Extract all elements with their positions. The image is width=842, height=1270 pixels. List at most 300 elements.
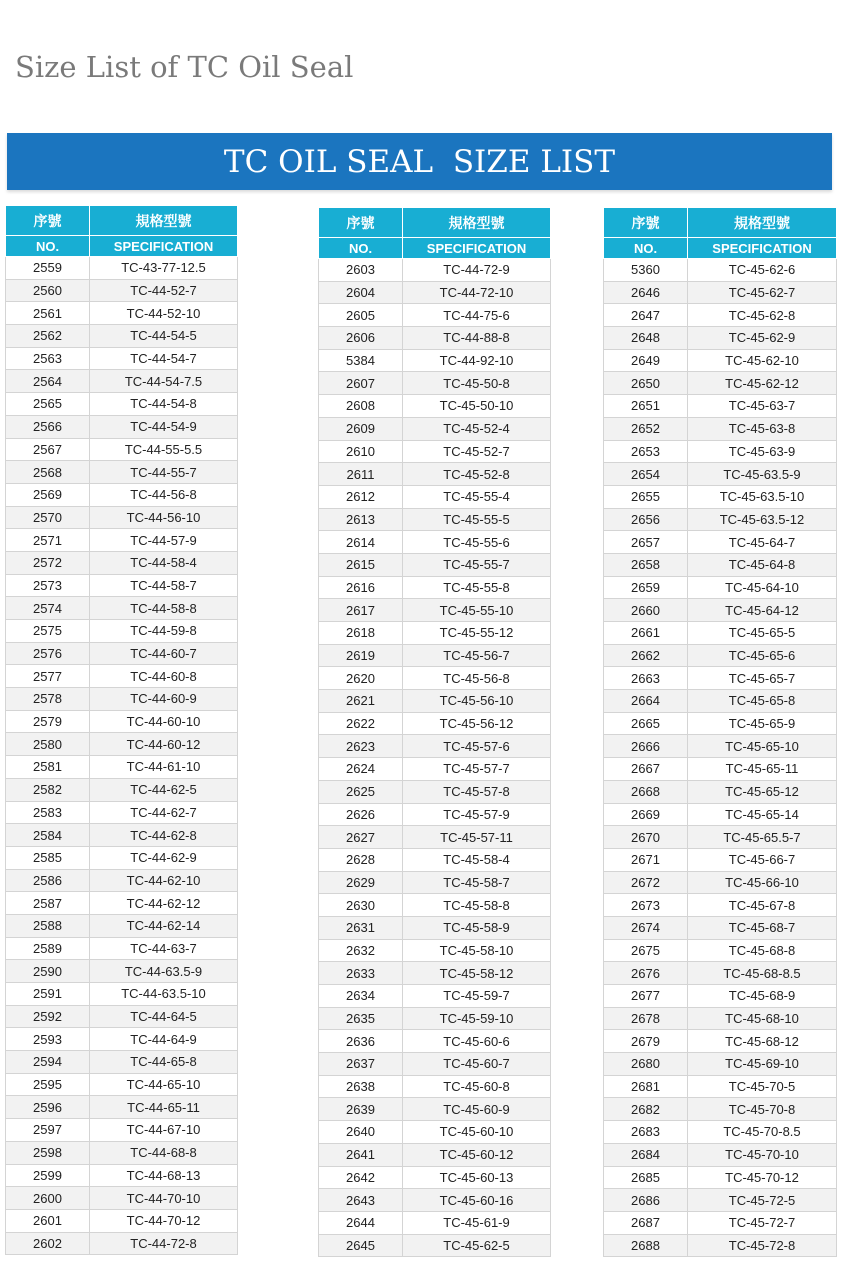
- page-title: Size List of TC Oil Seal: [15, 50, 354, 84]
- table-row: [6, 1051, 238, 1074]
- row-number: 2598: [6, 1141, 90, 1164]
- row-number: 2655: [604, 485, 688, 508]
- col-no-cn-header: 序號: [6, 206, 90, 236]
- row-specification: TC-44-60-12: [90, 733, 238, 756]
- col-no-en-header: NO.: [6, 236, 90, 257]
- row-number: 5360: [604, 259, 688, 282]
- table-row: [319, 962, 551, 985]
- table-row: [319, 599, 551, 622]
- table-row: [604, 1234, 837, 1257]
- table-row: [319, 259, 551, 282]
- row-specification: TC-45-66-10: [688, 871, 837, 894]
- row-number: 2666: [604, 735, 688, 758]
- row-number: 2565: [6, 393, 90, 416]
- row-number: 2640: [319, 1121, 403, 1144]
- row-number: 2604: [319, 281, 403, 304]
- row-number: 2634: [319, 985, 403, 1008]
- row-number: 2680: [604, 1053, 688, 1076]
- row-specification: TC-45-62-5: [403, 1234, 551, 1257]
- row-specification: TC-44-60-7: [90, 642, 238, 665]
- row-specification: TC-44-60-8: [90, 665, 238, 688]
- row-number: 2637: [319, 1053, 403, 1076]
- row-specification: TC-45-58-4: [403, 848, 551, 871]
- row-specification: TC-45-50-10: [403, 395, 551, 418]
- row-number: 2667: [604, 758, 688, 781]
- row-number: 2641: [319, 1143, 403, 1166]
- row-specification: TC-44-62-10: [90, 869, 238, 892]
- row-specification: TC-45-56-12: [403, 712, 551, 735]
- row-number: 2659: [604, 576, 688, 599]
- row-specification: TC-44-65-10: [90, 1073, 238, 1096]
- table-row: [319, 712, 551, 735]
- table-row: [6, 1187, 238, 1210]
- row-number: 2584: [6, 824, 90, 847]
- row-specification: TC-44-60-9: [90, 688, 238, 711]
- row-specification: TC-45-62-8: [688, 304, 837, 327]
- size-table-2: [318, 207, 551, 1257]
- row-number: 2561: [6, 302, 90, 325]
- banner-title: TC OIL SEAL SIZE LIST: [223, 143, 616, 180]
- row-specification: TC-44-58-7: [90, 574, 238, 597]
- row-number: 2559: [6, 257, 90, 280]
- row-number: 2608: [319, 395, 403, 418]
- row-number: 2570: [6, 506, 90, 529]
- table-row: [6, 302, 238, 325]
- row-specification: TC-45-65-11: [688, 758, 837, 781]
- table-row: [6, 778, 238, 801]
- table-row: [6, 642, 238, 665]
- table-row: [6, 824, 238, 847]
- table-row: [319, 349, 551, 372]
- table-row: [604, 916, 837, 939]
- table-row: [319, 803, 551, 826]
- row-number: 2560: [6, 279, 90, 302]
- table-row: [604, 712, 837, 735]
- row-number: 2576: [6, 642, 90, 665]
- row-specification: TC-44-54-7: [90, 347, 238, 370]
- row-specification: TC-44-63-7: [90, 937, 238, 960]
- row-number: 2619: [319, 644, 403, 667]
- table-row: [604, 1007, 837, 1030]
- row-number: 2569: [6, 483, 90, 506]
- row-number: 2585: [6, 846, 90, 869]
- table-row: [319, 690, 551, 713]
- table-row: [604, 508, 837, 531]
- row-number: 2629: [319, 871, 403, 894]
- row-specification: TC-44-64-9: [90, 1028, 238, 1051]
- row-number: 2589: [6, 937, 90, 960]
- row-number: 2661: [604, 622, 688, 645]
- table-row: [604, 667, 837, 690]
- row-specification: TC-45-63.5-9: [688, 463, 837, 486]
- row-number: 2599: [6, 1164, 90, 1187]
- table-row: [604, 1211, 837, 1234]
- row-specification: TC-45-72-5: [688, 1189, 837, 1212]
- table-row: [604, 372, 837, 395]
- row-specification: TC-44-59-8: [90, 620, 238, 643]
- row-specification: TC-45-64-8: [688, 553, 837, 576]
- row-specification: TC-45-62-10: [688, 349, 837, 372]
- row-specification: TC-44-65-11: [90, 1096, 238, 1119]
- table-row: [6, 892, 238, 915]
- row-number: 2658: [604, 553, 688, 576]
- size-table-1: [5, 205, 238, 1255]
- row-number: 2627: [319, 826, 403, 849]
- row-number: 5384: [319, 349, 403, 372]
- table-row: [6, 1141, 238, 1164]
- row-number: 2617: [319, 599, 403, 622]
- row-specification: TC-45-55-10: [403, 599, 551, 622]
- row-number: 2626: [319, 803, 403, 826]
- size-list-banner: [7, 133, 832, 190]
- table-row: [604, 327, 837, 350]
- table-row: [604, 871, 837, 894]
- row-number: 2616: [319, 576, 403, 599]
- row-number: 2650: [604, 372, 688, 395]
- row-specification: TC-45-68-12: [688, 1030, 837, 1053]
- table-row: [6, 1164, 238, 1187]
- row-specification: TC-45-65-14: [688, 803, 837, 826]
- table-row: [319, 758, 551, 781]
- row-number: 2663: [604, 667, 688, 690]
- table-row: [319, 1030, 551, 1053]
- row-specification: TC-45-57-7: [403, 758, 551, 781]
- row-number: 2681: [604, 1075, 688, 1098]
- table-row: [319, 848, 551, 871]
- table-row: [604, 1143, 837, 1166]
- row-specification: TC-44-75-6: [403, 304, 551, 327]
- row-specification: TC-45-65-7: [688, 667, 837, 690]
- row-number: 2590: [6, 960, 90, 983]
- row-number: 2594: [6, 1051, 90, 1074]
- row-number: 2625: [319, 780, 403, 803]
- row-specification: TC-45-63.5-10: [688, 485, 837, 508]
- table-row: [6, 393, 238, 416]
- row-number: 2645: [319, 1234, 403, 1257]
- row-number: 2581: [6, 756, 90, 779]
- table-row: [6, 438, 238, 461]
- table-row: [319, 576, 551, 599]
- table-row: [319, 667, 551, 690]
- row-specification: TC-45-65-12: [688, 780, 837, 803]
- table-row: [6, 846, 238, 869]
- row-number: 2583: [6, 801, 90, 824]
- table-row: [319, 735, 551, 758]
- row-number: 2670: [604, 826, 688, 849]
- row-specification: TC-44-70-10: [90, 1187, 238, 1210]
- table-row: [604, 622, 837, 645]
- row-specification: TC-45-61-9: [403, 1211, 551, 1234]
- row-specification: TC-45-60-6: [403, 1030, 551, 1053]
- table-row: [319, 916, 551, 939]
- row-specification: TC-45-57-9: [403, 803, 551, 826]
- table-row: [319, 1166, 551, 1189]
- row-number: 2606: [319, 327, 403, 350]
- row-specification: TC-44-62-14: [90, 914, 238, 937]
- row-specification: TC-45-60-13: [403, 1166, 551, 1189]
- row-specification: TC-45-72-8: [688, 1234, 837, 1257]
- row-number: 2579: [6, 710, 90, 733]
- row-number: 2609: [319, 417, 403, 440]
- row-specification: TC-45-65-6: [688, 644, 837, 667]
- table-row: [6, 461, 238, 484]
- row-number: 2578: [6, 688, 90, 711]
- table-row: [604, 735, 837, 758]
- row-number: 2644: [319, 1211, 403, 1234]
- row-number: 2651: [604, 395, 688, 418]
- row-specification: TC-45-70-12: [688, 1166, 837, 1189]
- col-no-cn-header: 序號: [604, 208, 688, 238]
- table-row: [6, 983, 238, 1006]
- row-specification: TC-45-60-8: [403, 1075, 551, 1098]
- table-row: [6, 710, 238, 733]
- table-row: [6, 1073, 238, 1096]
- row-number: 2601: [6, 1209, 90, 1232]
- table-row: [604, 259, 837, 282]
- row-number: 2600: [6, 1187, 90, 1210]
- row-number: 2665: [604, 712, 688, 735]
- table-row: [604, 1098, 837, 1121]
- row-number: 2662: [604, 644, 688, 667]
- col-spec-cn-header: 規格型號: [403, 208, 551, 238]
- table-row: [6, 756, 238, 779]
- row-specification: TC-44-54-8: [90, 393, 238, 416]
- row-number: 2668: [604, 780, 688, 803]
- col-spec-cn-header: 規格型號: [90, 206, 238, 236]
- table-row: [6, 1232, 238, 1255]
- row-number: 2652: [604, 417, 688, 440]
- table-row: [319, 1143, 551, 1166]
- row-number: 2580: [6, 733, 90, 756]
- row-specification: TC-44-63.5-10: [90, 983, 238, 1006]
- row-specification: TC-45-62-9: [688, 327, 837, 350]
- table-row: [319, 1234, 551, 1257]
- table-row: [319, 1053, 551, 1076]
- row-number: 2638: [319, 1075, 403, 1098]
- table-row: [6, 257, 238, 280]
- table-row: [319, 281, 551, 304]
- row-specification: TC-45-68-10: [688, 1007, 837, 1030]
- row-specification: TC-45-64-7: [688, 531, 837, 554]
- row-specification: TC-45-56-8: [403, 667, 551, 690]
- row-number: 2642: [319, 1166, 403, 1189]
- row-specification: TC-45-62-7: [688, 281, 837, 304]
- row-specification: TC-45-70-8: [688, 1098, 837, 1121]
- row-specification: TC-45-55-6: [403, 531, 551, 554]
- row-specification: TC-44-56-10: [90, 506, 238, 529]
- row-number: 2602: [6, 1232, 90, 1255]
- row-specification: TC-44-62-7: [90, 801, 238, 824]
- table-row: [604, 1075, 837, 1098]
- table-row: [6, 1028, 238, 1051]
- row-specification: TC-45-57-6: [403, 735, 551, 758]
- row-specification: TC-44-67-10: [90, 1119, 238, 1142]
- table-row: [6, 279, 238, 302]
- row-specification: TC-45-57-8: [403, 780, 551, 803]
- table-row: [319, 894, 551, 917]
- row-specification: TC-45-68-7: [688, 916, 837, 939]
- row-number: 2624: [319, 758, 403, 781]
- row-specification: TC-45-62-12: [688, 372, 837, 395]
- row-number: 2677: [604, 985, 688, 1008]
- row-number: 2605: [319, 304, 403, 327]
- table-row: [319, 871, 551, 894]
- row-number: 2607: [319, 372, 403, 395]
- row-number: 2656: [604, 508, 688, 531]
- row-number: 2603: [319, 259, 403, 282]
- row-specification: TC-45-65-8: [688, 690, 837, 713]
- table-row: [6, 1119, 238, 1142]
- table-row: [604, 1121, 837, 1144]
- table-row: [319, 985, 551, 1008]
- row-number: 2618: [319, 622, 403, 645]
- row-specification: TC-44-57-9: [90, 529, 238, 552]
- row-specification: TC-44-62-9: [90, 846, 238, 869]
- table-row: [604, 758, 837, 781]
- row-number: 2574: [6, 597, 90, 620]
- row-specification: TC-45-55-4: [403, 485, 551, 508]
- row-specification: TC-45-63-7: [688, 395, 837, 418]
- row-specification: TC-45-62-6: [688, 259, 837, 282]
- row-number: 2573: [6, 574, 90, 597]
- table-row: [319, 553, 551, 576]
- table-row: [604, 803, 837, 826]
- row-number: 2621: [319, 690, 403, 713]
- row-number: 2593: [6, 1028, 90, 1051]
- table-row: [6, 1096, 238, 1119]
- row-specification: TC-44-88-8: [403, 327, 551, 350]
- row-specification: TC-45-59-7: [403, 985, 551, 1008]
- row-specification: TC-45-70-10: [688, 1143, 837, 1166]
- row-number: 2675: [604, 939, 688, 962]
- row-number: 2631: [319, 916, 403, 939]
- row-number: 2672: [604, 871, 688, 894]
- table-row: [319, 939, 551, 962]
- row-number: 2577: [6, 665, 90, 688]
- table-row: [6, 551, 238, 574]
- row-specification: TC-45-60-16: [403, 1189, 551, 1212]
- row-specification: TC-45-60-10: [403, 1121, 551, 1144]
- row-specification: TC-45-58-9: [403, 916, 551, 939]
- row-number: 2592: [6, 1005, 90, 1028]
- row-number: 2563: [6, 347, 90, 370]
- table-row: [604, 304, 837, 327]
- row-specification: TC-45-72-7: [688, 1211, 837, 1234]
- row-specification: TC-45-63-9: [688, 440, 837, 463]
- table-row: [604, 576, 837, 599]
- row-specification: TC-45-52-8: [403, 463, 551, 486]
- row-number: 2623: [319, 735, 403, 758]
- table-row: [604, 417, 837, 440]
- row-number: 2596: [6, 1096, 90, 1119]
- row-specification: TC-44-70-12: [90, 1209, 238, 1232]
- row-number: 2632: [319, 939, 403, 962]
- table-row: [604, 644, 837, 667]
- row-number: 2571: [6, 529, 90, 552]
- row-specification: TC-44-72-8: [90, 1232, 238, 1255]
- row-number: 2671: [604, 848, 688, 871]
- row-number: 2685: [604, 1166, 688, 1189]
- row-specification: TC-44-62-5: [90, 778, 238, 801]
- table-row: [604, 894, 837, 917]
- row-number: 2564: [6, 370, 90, 393]
- row-number: 2676: [604, 962, 688, 985]
- row-number: 2587: [6, 892, 90, 915]
- row-number: 2628: [319, 848, 403, 871]
- table-row: [6, 415, 238, 438]
- row-specification: TC-45-58-8: [403, 894, 551, 917]
- row-number: 2567: [6, 438, 90, 461]
- row-number: 2568: [6, 461, 90, 484]
- row-number: 2639: [319, 1098, 403, 1121]
- table-row: [6, 574, 238, 597]
- row-number: 2612: [319, 485, 403, 508]
- row-number: 2653: [604, 440, 688, 463]
- table-row: [319, 1098, 551, 1121]
- row-number: 2646: [604, 281, 688, 304]
- table-row: [6, 620, 238, 643]
- table-row: [6, 937, 238, 960]
- table-row: [319, 485, 551, 508]
- row-specification: TC-44-65-8: [90, 1051, 238, 1074]
- table-row: [319, 327, 551, 350]
- row-number: 2562: [6, 325, 90, 348]
- row-specification: TC-44-72-10: [403, 281, 551, 304]
- row-specification: TC-45-68-8: [688, 939, 837, 962]
- row-specification: TC-44-52-10: [90, 302, 238, 325]
- table-row: [604, 985, 837, 1008]
- table-row: [319, 1189, 551, 1212]
- row-number: 2620: [319, 667, 403, 690]
- row-number: 2688: [604, 1234, 688, 1257]
- row-number: 2588: [6, 914, 90, 937]
- row-specification: TC-44-58-8: [90, 597, 238, 620]
- row-specification: TC-45-65.5-7: [688, 826, 837, 849]
- row-specification: TC-45-60-7: [403, 1053, 551, 1076]
- table-row: [604, 1053, 837, 1076]
- row-specification: TC-45-57-11: [403, 826, 551, 849]
- row-specification: TC-45-65-10: [688, 735, 837, 758]
- row-number: 2682: [604, 1098, 688, 1121]
- row-specification: TC-44-55-5.5: [90, 438, 238, 461]
- row-number: 2647: [604, 304, 688, 327]
- row-number: 2636: [319, 1030, 403, 1053]
- row-specification: TC-43-77-12.5: [90, 257, 238, 280]
- table-row: [6, 506, 238, 529]
- row-number: 2643: [319, 1189, 403, 1212]
- row-number: 2613: [319, 508, 403, 531]
- row-specification: TC-45-65-5: [688, 622, 837, 645]
- table-row: [6, 733, 238, 756]
- row-specification: TC-45-67-8: [688, 894, 837, 917]
- row-number: 2648: [604, 327, 688, 350]
- table-row: [6, 1209, 238, 1232]
- col-no-en-header: NO.: [604, 238, 688, 259]
- row-specification: TC-45-63-8: [688, 417, 837, 440]
- table-row: [604, 780, 837, 803]
- table-row: [319, 644, 551, 667]
- row-specification: TC-44-54-9: [90, 415, 238, 438]
- table-row: [604, 281, 837, 304]
- row-specification: TC-45-59-10: [403, 1007, 551, 1030]
- row-specification: TC-45-60-9: [403, 1098, 551, 1121]
- row-number: 2597: [6, 1119, 90, 1142]
- size-table-3: [603, 207, 837, 1257]
- row-specification: TC-44-64-5: [90, 1005, 238, 1028]
- row-number: 2575: [6, 620, 90, 643]
- row-number: 2622: [319, 712, 403, 735]
- row-specification: TC-44-62-8: [90, 824, 238, 847]
